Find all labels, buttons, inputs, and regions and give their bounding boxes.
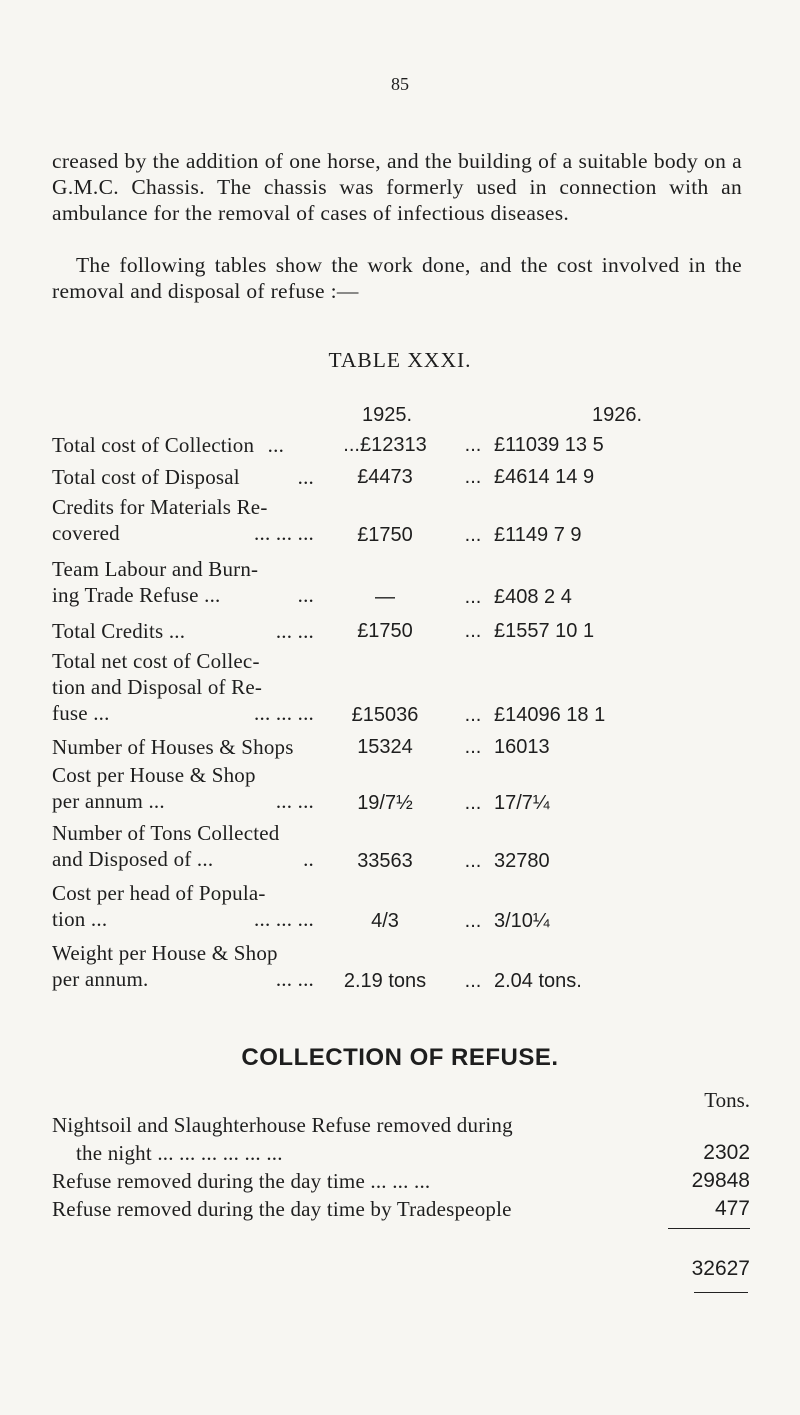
collection-total: 32627 bbox=[691, 1257, 750, 1280]
label-text: per annum ... bbox=[52, 789, 165, 813]
label-dots: .. bbox=[303, 847, 314, 871]
table-row-label bbox=[52, 820, 352, 872]
table-row-label bbox=[52, 734, 352, 760]
table-row-label bbox=[52, 762, 314, 814]
table-row-label bbox=[52, 464, 314, 490]
label-line bbox=[52, 966, 314, 992]
page-number: 85 bbox=[391, 74, 409, 94]
table-cell-1925: 15324 bbox=[357, 736, 413, 758]
label-text: Number of Houses & Shops bbox=[52, 735, 294, 759]
collection-row-value: 29848 bbox=[691, 1169, 750, 1192]
table-cell-sep: ... bbox=[464, 466, 482, 488]
label-text: Total Credits ... bbox=[52, 619, 186, 643]
table-cell-1925: 2.19 tons bbox=[343, 970, 427, 992]
label-text: Credits for Materials Re- bbox=[52, 495, 268, 519]
label-dots: ... ... bbox=[275, 967, 314, 991]
table-row-label bbox=[52, 880, 314, 932]
label-dots: ... ... ... bbox=[254, 701, 314, 725]
table-cell-1926: £11039 13 5 bbox=[494, 434, 604, 456]
label-text: tion ... bbox=[52, 907, 108, 931]
label-dots: ... ... ... bbox=[254, 521, 314, 545]
paragraph-tables-intro: The following tables show the work done, and the cost involved in the removal and disposal of refuse :— bbox=[52, 253, 742, 303]
table-cell-sep: ... bbox=[464, 434, 482, 456]
collection-title: COLLECTION OF REFUSE. bbox=[241, 1044, 559, 1071]
table-row-label bbox=[52, 618, 314, 644]
label-dots: ... bbox=[267, 433, 285, 457]
table-cell-1925: — bbox=[375, 586, 395, 608]
table-cell-1926: 17/7¼ bbox=[494, 792, 550, 814]
table-row-label bbox=[52, 494, 314, 546]
table-cell-1925: ...£12313 bbox=[343, 434, 427, 456]
label-text: tion and Disposal of Re- bbox=[52, 675, 263, 699]
table-cell-sep: ... bbox=[464, 704, 482, 726]
table-cell-1926: £4614 14 9 bbox=[494, 466, 595, 488]
table-cell-1925: 33563 bbox=[357, 850, 413, 872]
table-cell-sep: ... bbox=[464, 620, 482, 642]
label-text: Total net cost of Collec- bbox=[52, 649, 260, 673]
table-cell-1926: 2.04 tons. bbox=[494, 970, 582, 992]
label-text: Team Labour and Burn- bbox=[52, 557, 259, 581]
table-cell-sep: ... bbox=[464, 970, 482, 992]
table-cell-1925: 4/3 bbox=[371, 910, 399, 932]
table-cell-sep: ... bbox=[464, 736, 482, 758]
collection-row-label-cont: the night ... ... ... ... ... ... bbox=[76, 1141, 283, 1165]
collection-row-label: Nightsoil and Slaughterhouse Refuse removed during bbox=[52, 1113, 513, 1137]
label-text: Cost per head of Popula- bbox=[52, 881, 266, 905]
label-dots: ... ... ... bbox=[254, 907, 314, 931]
table-cell-sep: ... bbox=[464, 910, 482, 932]
label-text: Weight per House & Shop bbox=[52, 941, 278, 965]
collection-row-label: Refuse removed during the day time by Tradespeople bbox=[52, 1197, 512, 1221]
tons-column-header: Tons. bbox=[704, 1088, 750, 1112]
label-dots: ... bbox=[297, 583, 314, 607]
label-line bbox=[52, 520, 314, 546]
total-underline bbox=[694, 1292, 748, 1293]
total-rule bbox=[668, 1228, 750, 1229]
label-text: covered bbox=[52, 521, 120, 545]
column-header-1925: 1925. bbox=[361, 404, 413, 426]
table-cell-1926: 16013 bbox=[494, 736, 550, 758]
table-cell-1925: £4473 bbox=[357, 466, 413, 488]
table-cell-1926: £1557 10 1 bbox=[494, 620, 595, 642]
label-text: per annum. bbox=[52, 967, 149, 991]
table-row-label bbox=[52, 940, 352, 992]
label-text: fuse ... bbox=[52, 701, 110, 725]
collection-row-label: Refuse removed during the day time ... ... ... bbox=[52, 1169, 431, 1193]
label-line bbox=[52, 846, 314, 872]
table-cell-1925: £1750 bbox=[357, 620, 413, 642]
table-row-label bbox=[52, 648, 314, 726]
label-text: Total cost of Collection bbox=[52, 433, 255, 457]
label-dots: ... ... bbox=[275, 789, 314, 813]
label-dots: ... ... bbox=[275, 619, 314, 643]
label-line bbox=[52, 700, 314, 726]
label-line bbox=[52, 582, 314, 608]
table-cell-sep: ... bbox=[464, 586, 482, 608]
table-cell-sep: ... bbox=[464, 792, 482, 814]
table-title: TABLE XXXI. bbox=[328, 348, 472, 372]
table-cell-1925: £1750 bbox=[357, 524, 413, 546]
label-text: and Disposed of ... bbox=[52, 847, 214, 871]
column-header-1926: 1926. bbox=[591, 404, 643, 426]
label-dots: ... bbox=[297, 465, 314, 489]
table-cell-1926: £1149 7 9 bbox=[494, 524, 582, 546]
table-row-label bbox=[52, 556, 314, 608]
paragraph-chassis: creased by the addition of one horse, and the building of a suitable body on a G.M.C. Chassis. The chassis was formerly used in connection with an ambulance for the removal of cases of infectious diseases. bbox=[52, 149, 742, 225]
label-text: Cost per House & Shop bbox=[52, 763, 256, 787]
table-cell-sep: ... bbox=[464, 524, 482, 546]
label-line bbox=[52, 788, 314, 814]
table-cell-sep: ... bbox=[464, 850, 482, 872]
table-cell-1926: £408 2 4 bbox=[494, 586, 572, 608]
label-text: Number of Tons Collected bbox=[52, 821, 280, 845]
collection-row-value: 2302 bbox=[703, 1141, 750, 1164]
label-text: Total cost of Disposal bbox=[52, 465, 240, 489]
table-cell-1925: 19/7½ bbox=[357, 792, 413, 814]
table-cell-1926: 3/10¼ bbox=[494, 910, 550, 932]
collection-row-value: 477 bbox=[714, 1197, 750, 1220]
table-cell-1926: £14096 18 1 bbox=[494, 704, 606, 726]
table-row-label bbox=[52, 432, 314, 458]
table-cell-1926: 32780 bbox=[494, 850, 550, 872]
table-cell-1925: £15036 bbox=[351, 704, 419, 726]
label-line bbox=[52, 906, 314, 932]
label-text: ing Trade Refuse ... bbox=[52, 583, 221, 607]
